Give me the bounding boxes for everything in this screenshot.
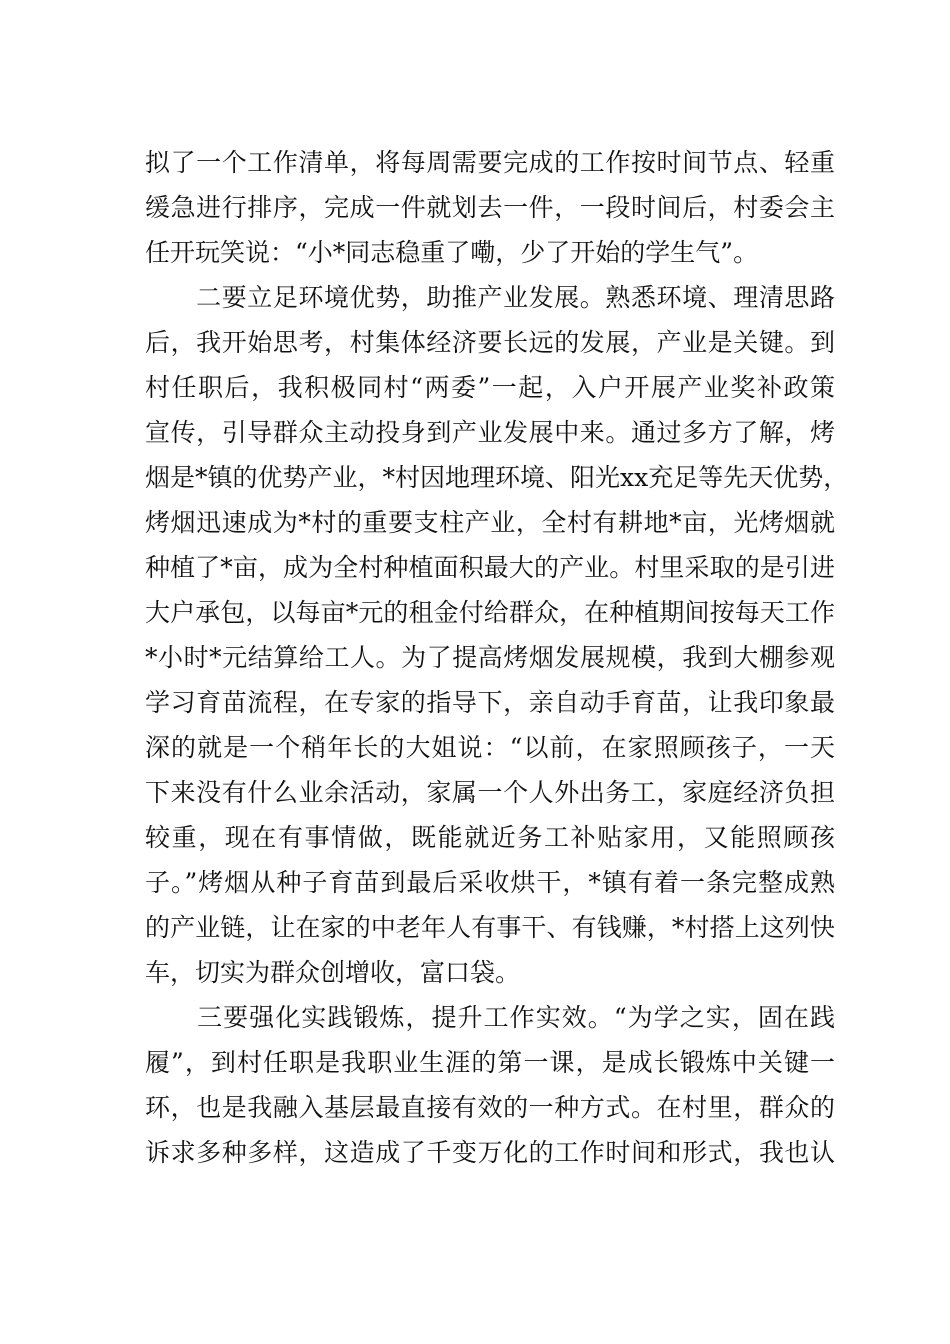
text-line: 任开玩笑说：“小*同志稳重了嘞，少了开始的学生气”。 (145, 238, 759, 267)
text-line: 的产业链，让在家的中老年人有事干、有钱赚，*村搭上这列快 (145, 913, 835, 942)
text-line: 种植了*亩，成为全村种植面积最大的产业。村里采取的是引进 (145, 553, 835, 582)
text-line: 宣传，引导群众主动投身到产业发展中来。通过多方了解，烤 (145, 418, 835, 447)
text-line: 车，切实为群众创增收，富口袋。 (145, 958, 521, 987)
text-line: 大户承包，以每亩*元的租金付给群众，在种植期间按每天工作 (145, 598, 835, 627)
text-line: 诉求多种多样，这造成了千变万化的工作时间和形式，我也认 (145, 1138, 835, 1167)
text-line: 烟是*镇的优势产业，*村因地理环境、阳光xx充足等先天优势， (145, 463, 849, 492)
text-line: 村任职后，我积极同村“两委”一起，入户开展产业奖补政策 (145, 373, 835, 402)
text-line: 后，我开始思考，村集体经济要长远的发展，产业是关键。到 (145, 328, 835, 357)
text-line: *小时*元结算给工人。为了提高烤烟发展规模，我到大棚参观 (145, 643, 835, 672)
text-line: 缓急进行排序，完成一件就划去一件，一段时间后，村委会主 (145, 193, 835, 222)
text-line: 拟了一个工作清单，将每周需要完成的工作按时间节点、轻重 (145, 148, 835, 177)
text-line: 深的就是一个稍年长的大姐说：“以前，在家照顾孩子，一天 (145, 733, 835, 762)
document-body (145, 140, 849, 1175)
paragraph-1 (145, 140, 835, 275)
text-line: 子。”烤烟从种子育苗到最后采收烘干，*镇有着一条完整成熟 (145, 868, 835, 897)
paragraph-3 (145, 995, 835, 1175)
text-line: 履”，到村任职是我职业生涯的第一课，是成长锻炼中关键一 (145, 1048, 835, 1077)
text-line: 环，也是我融入基层最直接有效的一种方式。在村里，群众的 (145, 1093, 835, 1122)
text-line: 较重，现在有事情做，既能就近务工补贴家用，又能照顾孩 (145, 823, 835, 852)
text-line: 三要强化实践锻炼，提升工作实效。“为学之实，固在践 (145, 1003, 835, 1032)
text-line: 学习育苗流程，在专家的指导下，亲自动手育苗，让我印象最 (145, 688, 835, 717)
text-line: 烤烟迅速成为*村的重要支柱产业，全村有耕地*亩，光烤烟就 (145, 508, 835, 537)
text-line: 二要立足环境优势，助推产业发展。熟悉环境、理清思路 (145, 283, 835, 312)
paragraph-2 (145, 275, 849, 995)
text-line: 下来没有什么业余活动，家属一个人外出务工，家庭经济负担 (145, 778, 835, 807)
